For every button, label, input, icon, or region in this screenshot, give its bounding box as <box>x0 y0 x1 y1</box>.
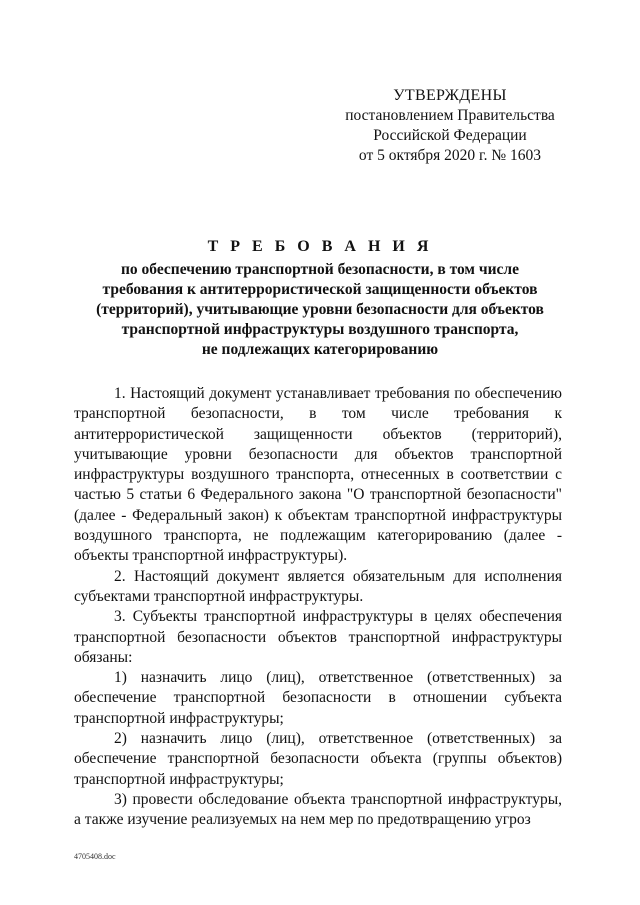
approval-line-3: от 5 октября 2020 г. № 1603 <box>358 147 542 164</box>
paragraph-3-item-1: 1) назначить лицо (лиц), ответственное (ответственных) за обеспечение транспортной безопасности в отношении субъекта транспортной инфраструктуры; <box>74 669 562 727</box>
paragraph-3: 3. Субъекты транспортной инфраструктуры в целях обеспечения транспортной безопасности объектов транспортной инфраструктуры обязаны: <box>74 608 562 666</box>
approval-stamp <box>340 86 560 166</box>
document-body <box>74 384 562 831</box>
file-code: 4705408.doc <box>74 852 116 861</box>
paragraph-1: 1. Настоящий документ устанавливает требования по обеспечению транспортной безопасности, в том числе требования к антитеррористической защищенности объектов (территорий), учитывающие уровни безопасности для объектов транспортной инфраструктуры воздушного транспорта, отнесенных в соответствии с частью 5 статьи 6 Федерального закона "О транспортной безопасности" (далее - Федеральный закон) к объектам транспортной инфраструктуры воздушного транспорта, не подлежащим категорированию (далее - объекты транспортной инфраструктуры). <box>74 385 562 565</box>
subtitle-line: не подлежащих категорированию <box>201 341 439 358</box>
document-title: Т Р Е Б О В А Н И Я <box>207 238 433 255</box>
subtitle-line: требования к антитеррористической защищенности объектов <box>102 281 538 298</box>
paragraph-3-item-2: 2) назначить лицо (лиц), ответственное (ответственных) за обеспечение транспортной безопасности объекта (группы объектов) транспортной инфраструктуры; <box>74 730 562 788</box>
approval-title: УТВЕРЖДЕНЫ <box>393 87 507 104</box>
paragraph-3-item-3: 3) провести обследование объекта транспортной инфраструктуры, а также изучение реализуемых на нем мер по предотвращению угроз <box>74 790 562 829</box>
approval-line-2: Российской Федерации <box>373 127 527 144</box>
paragraph-2: 2. Настоящий документ является обязательным для исполнения субъектами транспортной инфраструктуры. <box>74 567 562 605</box>
document-heading <box>60 236 580 360</box>
subtitle-line: транспортной инфраструктуры воздушного транспорта, <box>121 321 519 338</box>
document-subtitle <box>60 260 580 360</box>
subtitle-line: по обеспечению транспортной безопасности, в том числе <box>120 261 519 278</box>
subtitle-line: (территорий), учитывающие уровни безопасности для объектов <box>96 301 544 318</box>
approval-line-1: постановлением Правительства <box>345 107 555 124</box>
